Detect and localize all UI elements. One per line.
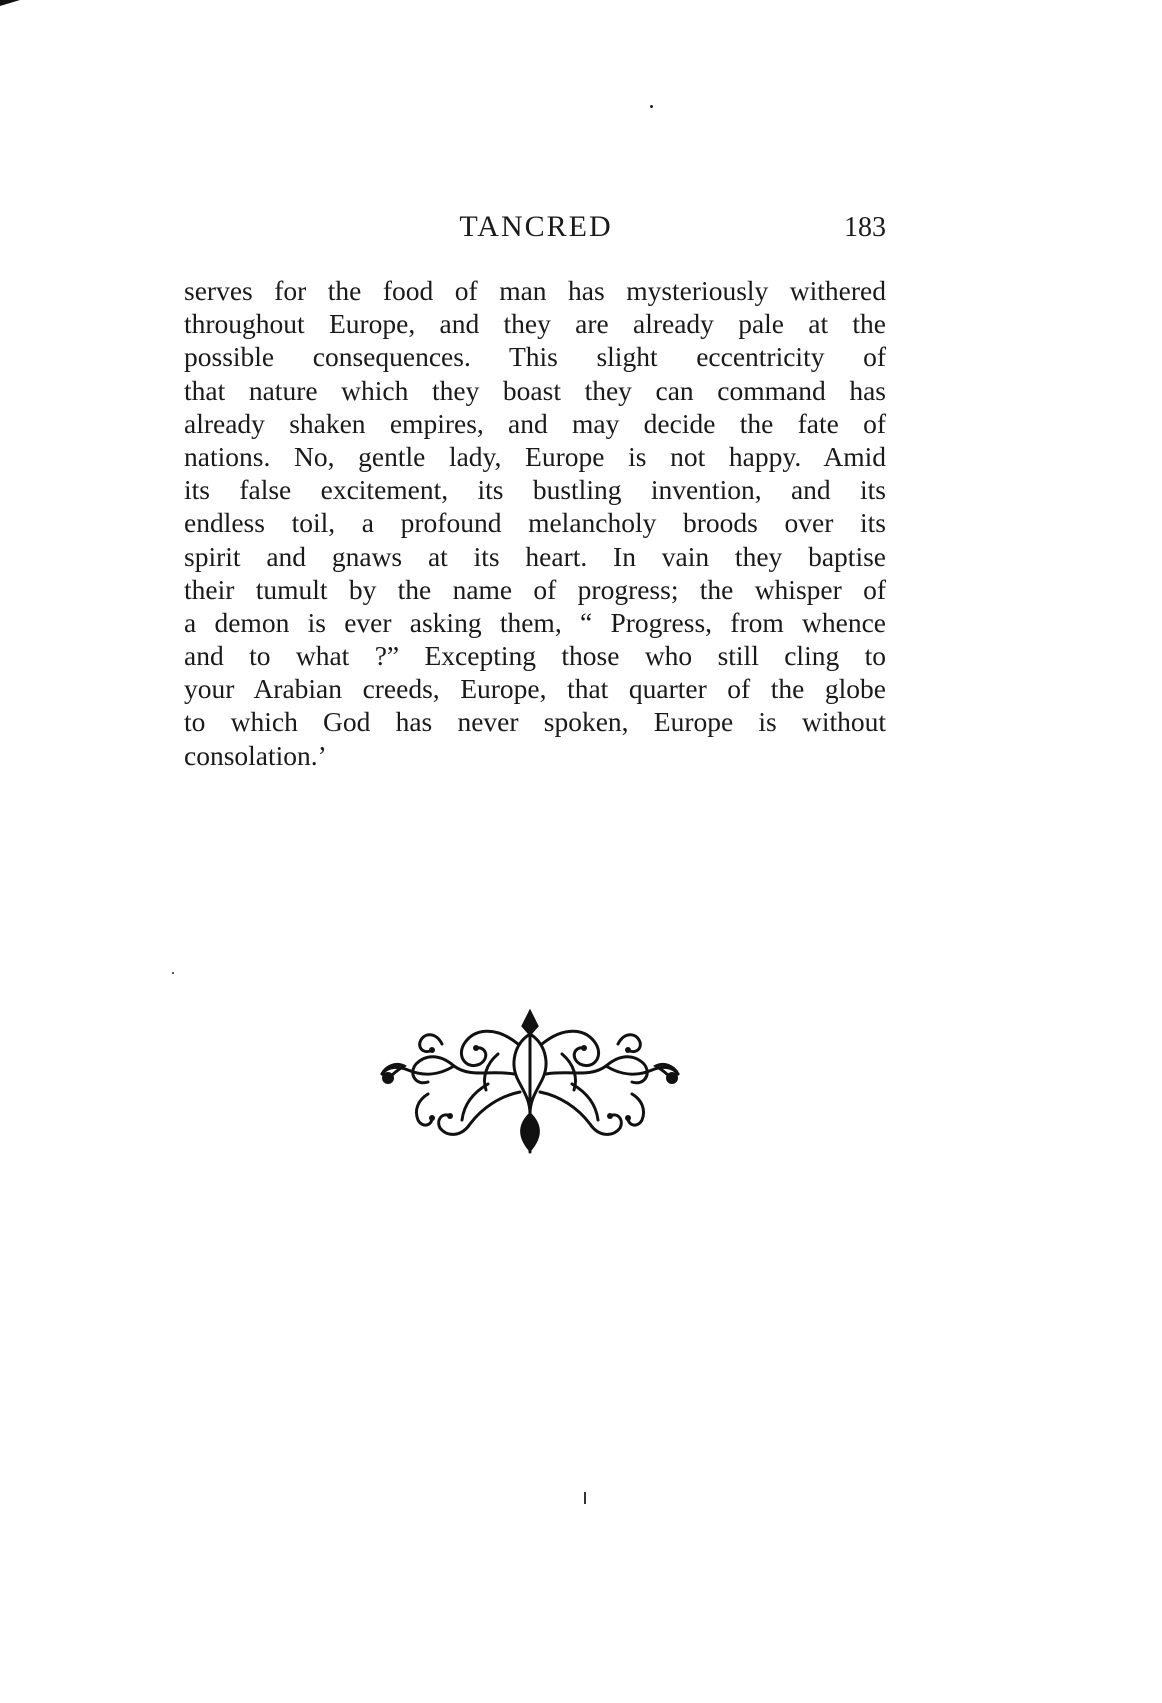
text-line: throughout Europe, and they are already pale at the (184, 308, 886, 340)
text-line: a demon is ever asking them, “ Progress, from whence (184, 606, 886, 638)
text-line: to which God has never spoken, Europe is without (184, 706, 886, 738)
text-line: and to what ?” Excepting those who still cling to (184, 640, 886, 672)
text-line: your Arabian creeds, Europe, that quarter of the globe (184, 673, 886, 705)
floral-tailpiece-icon (378, 1004, 682, 1154)
page-number: 183 (844, 212, 886, 243)
text-line: already shaken empires, and may decide the fate of (184, 407, 886, 439)
text-line: that nature which they boast they can command has (184, 374, 886, 406)
body-text (184, 274, 886, 772)
running-header (186, 210, 886, 250)
text-line: spirit and gnaws at its heart. In vain they baptise (184, 540, 886, 572)
scan-mark (584, 1492, 586, 1504)
text-line: consolation.’ (184, 739, 327, 771)
corner-mark (0, 0, 20, 6)
speck (650, 105, 653, 108)
speck (172, 972, 174, 974)
text-line: their tumult by the name of progress; the whisper of (184, 573, 886, 605)
running-title: TANCRED (459, 210, 613, 243)
text-line: endless toil, a profound melancholy broods over its (184, 507, 886, 539)
text-line: serves for the food of man has mysteriously withered (184, 275, 886, 306)
text-line: possible consequences. This slight eccentricity of (184, 341, 886, 373)
text-line: its false excitement, its bustling invention, and its (184, 474, 886, 506)
text-line: nations. No, gentle lady, Europe is not happy. Amid (184, 440, 886, 472)
